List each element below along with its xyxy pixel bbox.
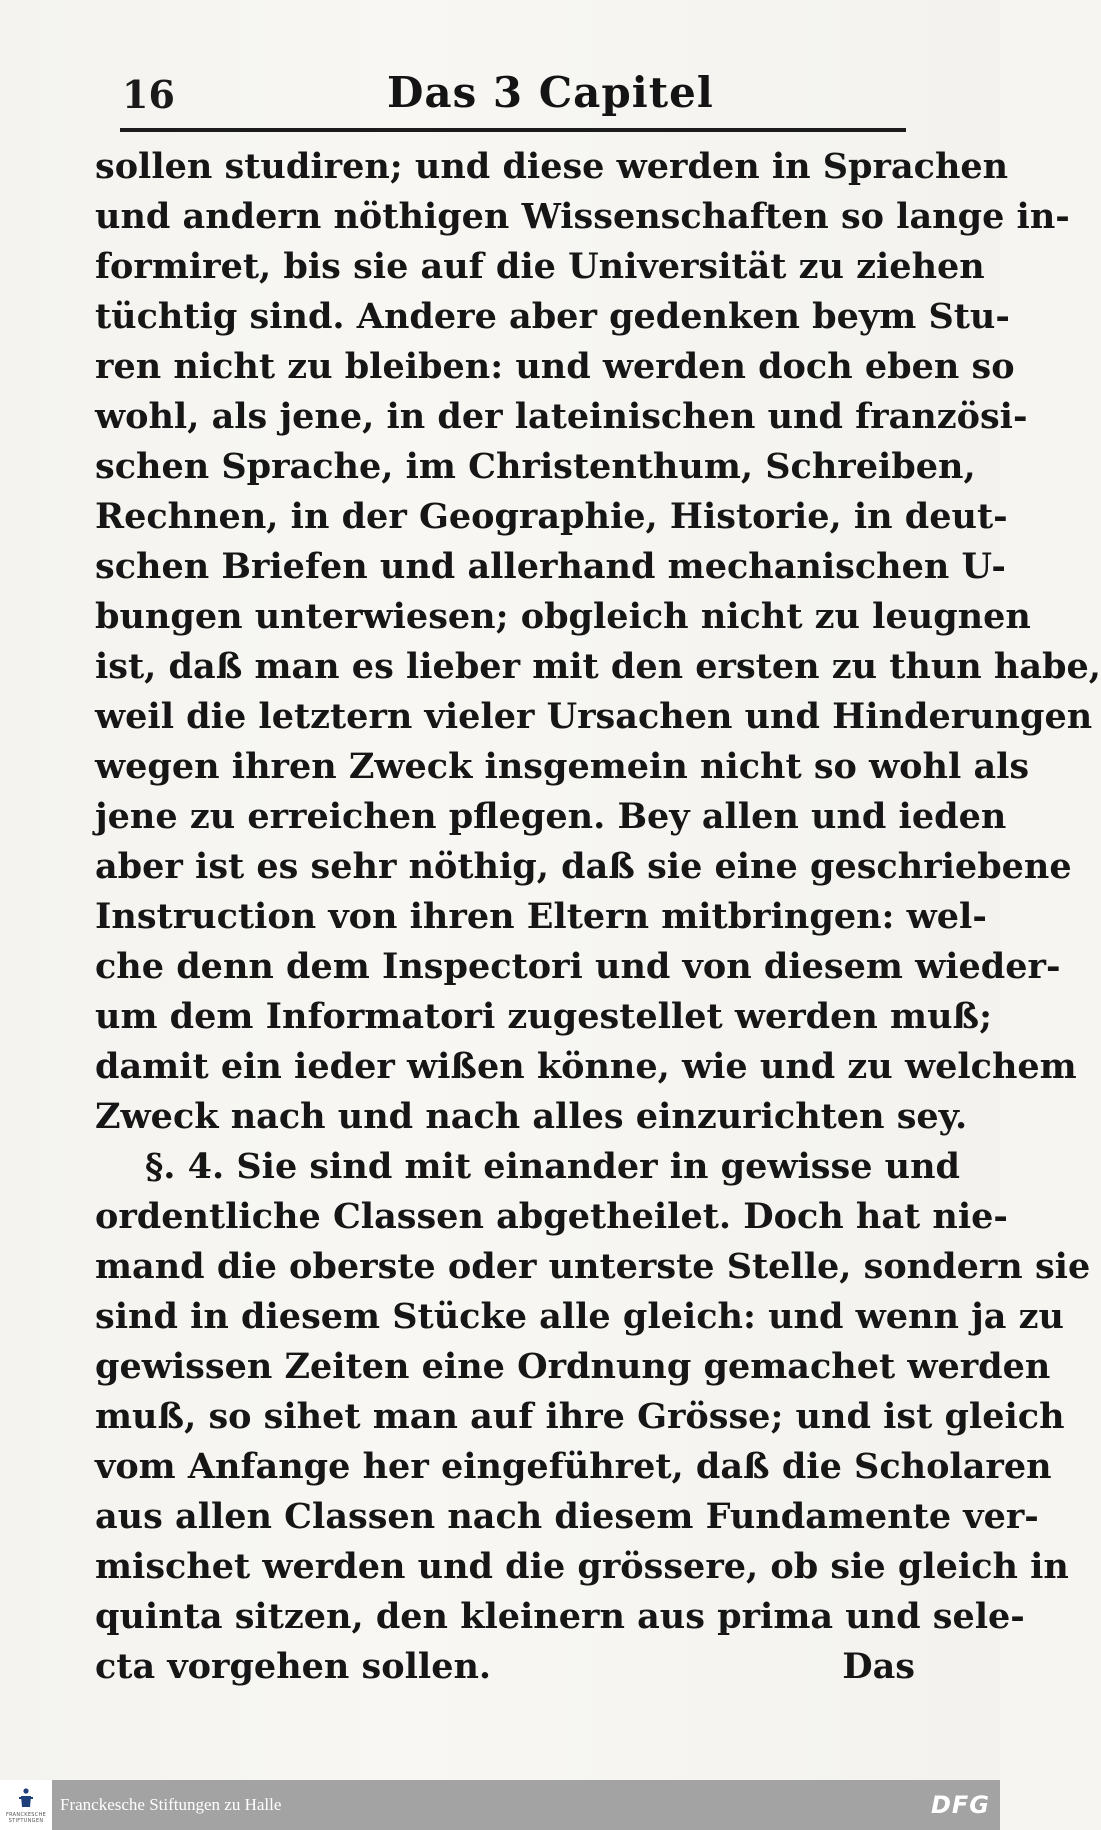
text-line: ren nicht zu bleiben: und werden doch eben so bbox=[95, 346, 1015, 387]
text-line: wegen ihren Zweck insgemein nicht so wohl als bbox=[95, 746, 1030, 787]
body-text bbox=[95, 142, 1101, 1692]
text-line: ist, daß man es lieber mit den ersten zu thun habe, bbox=[95, 646, 1101, 687]
text-line: um dem Informatori zugestellet werden muß; bbox=[95, 996, 993, 1037]
dfg-logo[interactable]: DFG bbox=[930, 1791, 990, 1819]
institution-link[interactable]: Franckesche Stiftungen zu Halle bbox=[60, 1795, 282, 1814]
text-line: sind in diesem Stücke alle gleich: und wenn ja zu bbox=[95, 1296, 1064, 1337]
text-line: aus allen Classen nach diesem Fundamente ver- bbox=[95, 1496, 1039, 1537]
text-line: mand die oberste oder unterste Stelle, sondern sie bbox=[95, 1246, 1091, 1287]
text-line: ordentliche Classen abgetheilet. Doch hat nie- bbox=[95, 1196, 1008, 1237]
text-line: cta vorgehen sollen. bbox=[95, 1646, 492, 1687]
text-line: Rechnen, in der Geographie, Historie, in deut- bbox=[95, 496, 1008, 537]
text-line: aber ist es sehr nöthig, daß sie eine geschriebene bbox=[95, 846, 1072, 887]
page-number: 16 bbox=[122, 72, 175, 117]
catchword: Das bbox=[842, 1646, 915, 1687]
text-line: und andern nöthigen Wissenschaften so lange in- bbox=[95, 196, 1070, 237]
logo-text: FRANCKESCHE STIFTUNGEN bbox=[5, 1812, 47, 1824]
section-start-line: §. 4. Sie sind mit einander in gewisse und bbox=[145, 1146, 961, 1187]
chapter-title: Das 3 Capitel bbox=[387, 68, 714, 117]
final-line bbox=[95, 1642, 915, 1692]
text-line: che denn dem Inspectori und von diesem wieder- bbox=[95, 946, 1061, 987]
text-line: bungen unterwiesen; obgleich nicht zu leugnen bbox=[95, 596, 1031, 637]
text-line: damit ein ieder wißen könne, wie und zu welchem bbox=[95, 1046, 1077, 1087]
footer-bar bbox=[0, 1780, 1000, 1830]
text-line: tüchtig sind. Andere aber gedenken beym Stu- bbox=[95, 296, 1010, 337]
header-rule bbox=[120, 128, 906, 132]
figure-icon bbox=[19, 1788, 33, 1808]
text-line: jene zu erreichen pflegen. Bey allen und ieden bbox=[95, 796, 1007, 837]
text-line: mischet werden und die grössere, ob sie gleich in bbox=[95, 1546, 1069, 1587]
text-line: muß, so sihet man auf ihre Grösse; und ist gleich bbox=[95, 1396, 1065, 1437]
text-line: formiret, bis sie auf die Universität zu ziehen bbox=[95, 246, 985, 287]
running-head bbox=[122, 64, 908, 124]
text-line: sollen studiren; und diese werden in Sprachen bbox=[95, 146, 1009, 187]
text-line: Zweck nach und nach alles einzurichten sey. bbox=[95, 1096, 968, 1137]
text-line: weil die letztern vieler Ursachen und Hinderungen bbox=[95, 696, 1093, 737]
text-line: schen Sprache, im Christenthum, Schreiben, bbox=[95, 446, 976, 487]
text-line: schen Briefen und allerhand mechanischen U- bbox=[95, 546, 1006, 587]
text-line: gewissen Zeiten eine Ordnung gemachet werden bbox=[95, 1346, 1051, 1387]
text-line: vom Anfange her eingeführet, daß die Scholaren bbox=[95, 1446, 1052, 1487]
text-line: quinta sitzen, den kleinern aus prima und sele- bbox=[95, 1596, 1025, 1637]
text-line: wohl, als jene, in der lateinischen und französi- bbox=[95, 396, 1028, 437]
text-line: Instruction von ihren Eltern mitbringen: wel- bbox=[95, 896, 987, 937]
franckesche-logo[interactable] bbox=[0, 1780, 52, 1830]
